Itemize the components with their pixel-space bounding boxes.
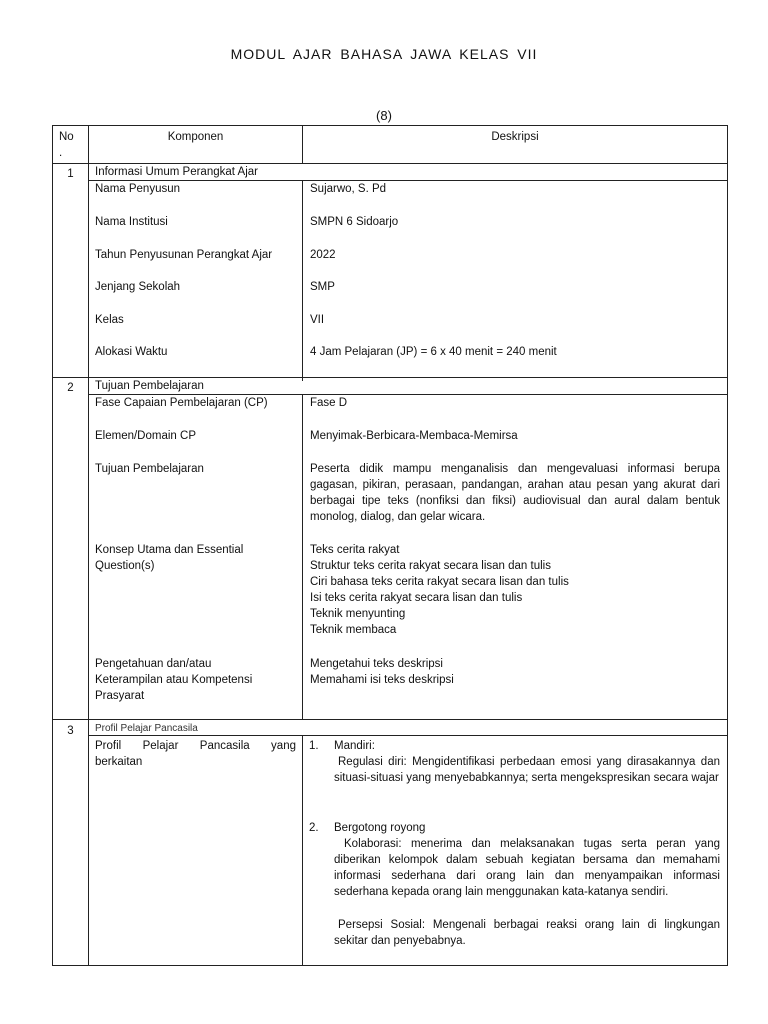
- field-label-prasyarat-line1: Pengetahuan dan/atau: [95, 658, 212, 670]
- list-item: Memahami isi teks deskripsi: [310, 674, 454, 686]
- field-value-elemen: Menyimak-Berbicara-Membaca-Memirsa: [310, 430, 518, 442]
- field-label-elemen: Elemen/Domain CP: [95, 430, 196, 442]
- profil-item-title: Mandiri:: [334, 740, 375, 752]
- field-label-konsep-line1: Konsep Utama dan Essential: [95, 544, 244, 556]
- section-title: Profil Pelajar Pancasila: [95, 723, 198, 734]
- list-item: Teknik membaca: [310, 624, 397, 636]
- field-value-kelas: VII: [310, 314, 325, 326]
- section-number: 1: [67, 168, 74, 180]
- field-label-profil: Profil Pelajar Pancasila yang: [95, 740, 296, 752]
- list-item: Teknik menyunting: [310, 608, 406, 620]
- section-number: 3: [67, 725, 74, 737]
- header-no: No .: [59, 131, 74, 159]
- field-value-nama-institusi: SMPN 6 Sidoarjo: [310, 216, 399, 228]
- field-label-kelas: Kelas: [95, 314, 124, 326]
- field-label-fase: Fase Capaian Pembelajaran (CP): [95, 397, 268, 409]
- list-item: Struktur teks cerita rakyat secara lisan dan tulis: [310, 560, 551, 572]
- field-label-konsep-line2: Question(s): [95, 560, 155, 572]
- field-value-fase: Fase D: [310, 397, 348, 409]
- field-label-nama-institusi: Nama Institusi: [95, 216, 168, 228]
- list-item: Mengetahui teks deskripsi: [310, 658, 443, 670]
- list-number: 1.: [309, 740, 319, 752]
- page-number: (8): [376, 108, 392, 123]
- header-komponen: Komponen: [167, 131, 224, 143]
- field-label-tujuan: Tujuan Pembelajaran: [95, 463, 204, 475]
- module-table: [52, 125, 728, 966]
- document-title: MODUL AJAR BAHASA JAWA KELAS VII: [230, 46, 538, 62]
- field-label-prasyarat-line2: Keterampilan atau Kompetensi: [95, 674, 253, 686]
- list-item: Teks cerita rakyat: [310, 544, 400, 556]
- field-value-tujuan: Peserta didik mampu menganalisis dan mengevaluasi informasi berupa gagasan, pikiran, perasaan, pandangan, arahan atau pesan yang akurat dari berbagai tipe teks (nonfiksi dan fiksi) audiovisual dan aural dalam bentuk monolog, dialog, dan gelar wicara.: [310, 463, 720, 523]
- section-title: Informasi Umum Perangkat Ajar: [95, 166, 258, 178]
- profil-item-title: Bergotong royong: [334, 822, 426, 834]
- field-value-nama-penyusun: Sujarwo, S. Pd: [310, 183, 387, 195]
- field-label-jenjang: Jenjang Sekolah: [95, 281, 181, 293]
- field-label-prasyarat-line3: Prasyarat: [95, 690, 145, 702]
- field-label-nama-penyusun: Nama Penyusun: [95, 183, 181, 195]
- field-label-tahun: Tahun Penyusunan Perangkat Ajar: [95, 249, 273, 261]
- section-number: 2: [67, 382, 74, 394]
- header-deskripsi: Deskripsi: [491, 131, 539, 143]
- field-value-tahun: 2022: [310, 249, 336, 261]
- profil-item-text: Regulasi diri: Mengidentifikasi perbedaan emosi yang dirasakannya dan situasi-situasi yang menyebabkannya; serta mengekspresikan secara wajar: [334, 756, 720, 784]
- profil-item-text: Persepsi Sosial: Mengenali berbagai reaksi orang lain di lingkungan sekitar dan penyebabnya.: [334, 919, 720, 947]
- field-label-profil-line2: berkaitan: [95, 756, 143, 768]
- profil-item-text: Kolaborasi: menerima dan melaksanakan tugas serta peran yang diberikan kelompok dalam sebuah kegiatan bersama dan memahami informasi sederhana dari orang lain dan menyampaikan informasi sederhana kepada orang lain menggunakan kata-katanya sendiri.: [334, 838, 720, 898]
- field-value-alokasi: 4 Jam Pelajaran (JP) = 6 x 40 menit = 240 menit: [310, 346, 557, 358]
- list-item: Ciri bahasa teks cerita rakyat secara lisan dan tulis: [310, 576, 569, 588]
- list-item: Isi teks cerita rakyat secara lisan dan tulis: [310, 592, 523, 604]
- field-value-jenjang: SMP: [310, 281, 335, 293]
- field-label-alokasi: Alokasi Waktu: [95, 346, 168, 358]
- section-title: Tujuan Pembelajaran: [95, 380, 204, 392]
- list-number: 2.: [309, 822, 319, 834]
